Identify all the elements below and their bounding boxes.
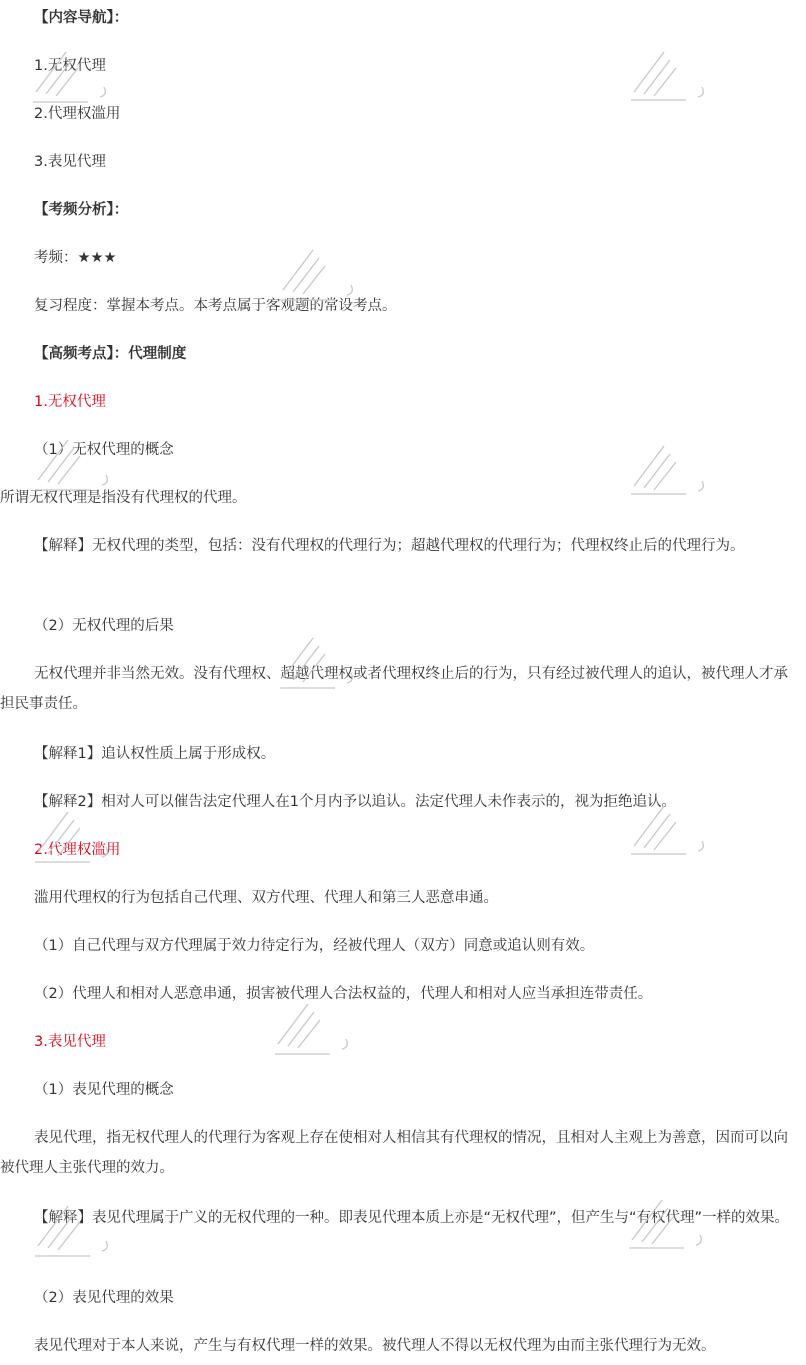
section-heading-3: 3.表见代理	[34, 1034, 106, 1050]
s3-sub-effect: （2）表见代理的效果	[34, 1290, 174, 1306]
s1-sub-effect: （2）无权代理的后果	[34, 618, 174, 634]
s1-effect: 无权代理并非当然无效。没有代理权、超越代理权或者代理权终止后的行为，只有经过被代理人的追认，被代理人才承担民事责任。	[0, 666, 788, 712]
freq-stars: 考频：★★★	[34, 250, 117, 266]
nav-item-2: 2.代理权滥用	[34, 106, 121, 122]
nav-title: 【内容导航】：	[34, 10, 129, 26]
s3-sub-concept: （1）表见代理的概念	[34, 1082, 174, 1098]
nav-item-1: 1.无权代理	[34, 58, 106, 74]
s3-effect: 表见代理对于本人来说，产生与有权代理一样的效果。被代理人不得以无权代理为由而主张代理行为无效。	[34, 1338, 716, 1354]
freq-title: 【考频分析】：	[34, 202, 129, 218]
s1-definition: 所谓无权代理是指没有代理权的代理。	[0, 490, 247, 506]
s1-note-2: 【解释2】相对人可以催告法定代理人在1个月内予以追认。法定代理人未作表示的，视为拒绝追认。	[34, 794, 676, 810]
s1-note-1: 【解释1】追认权性质上属于形成权。	[34, 746, 276, 762]
s1-sub-concept: （1）无权代理的概念	[34, 442, 174, 458]
s3-note: 【解释】表见代理属于广义的无权代理的一种。即表见代理本质上亦是“无权代理”，但产生与“有权代理”一样的效果。	[34, 1210, 790, 1226]
section-heading-2: 2.代理权滥用	[34, 842, 121, 858]
nav-item-3: 3.表见代理	[34, 154, 106, 170]
s2-item-2: （2）代理人和相对人恶意串通，损害被代理人合法权益的，代理人和相对人应当承担连带责任。	[34, 986, 653, 1002]
section-heading-1: 1.无权代理	[34, 394, 106, 410]
s2-intro: 滥用代理权的行为包括自己代理、双方代理、代理人和第三人恶意串通。	[34, 890, 498, 906]
review-level: 复习程度：掌握本考点。本考点属于客观题的常设考点。	[34, 298, 397, 314]
s2-item-1: （1）自己代理与双方代理属于效力待定行为，经被代理人（双方）同意或追认则有效。	[34, 938, 595, 954]
s1-note: 【解释】无权代理的类型，包括：没有代理权的代理行为；超越代理权的代理行为；代理权终止后的代理行为。	[34, 538, 745, 554]
hot-title: 【高频考点】：代理制度	[34, 346, 187, 362]
s3-definition: 表见代理，指无权代理人的代理行为客观上存在使相对人相信其有代理权的情况，且相对人主观上为善意，因而可以向被代理人主张代理的效力。	[0, 1130, 788, 1176]
